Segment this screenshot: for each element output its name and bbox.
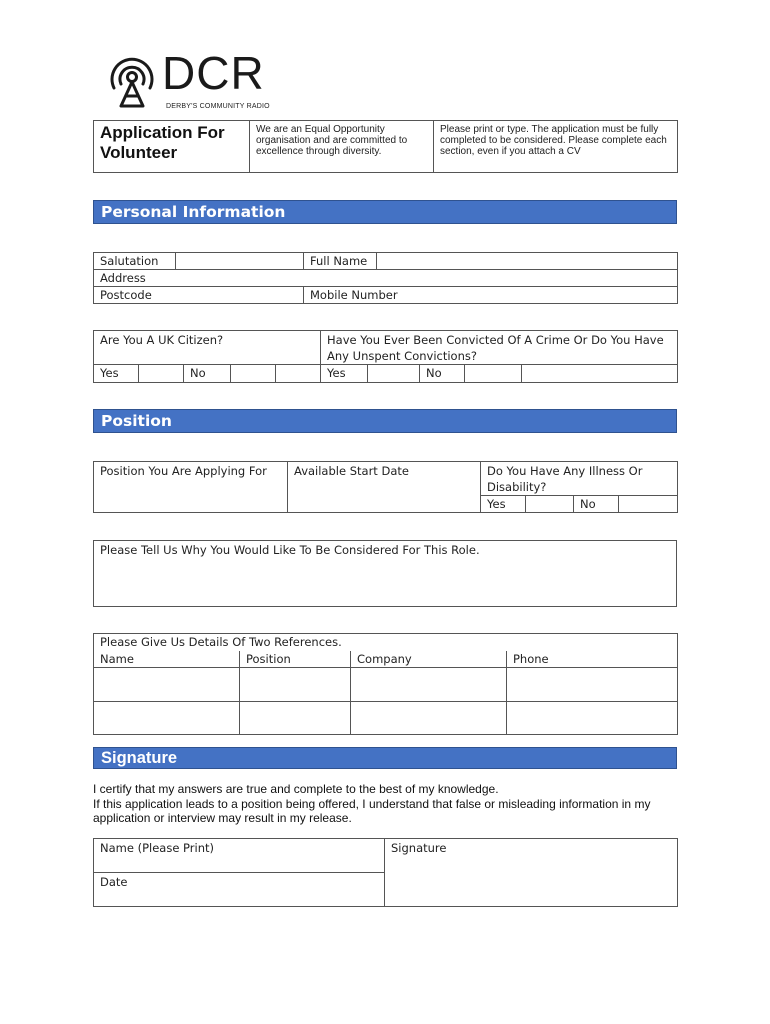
citizen-table: [93, 330, 678, 383]
table-row: [94, 702, 678, 735]
convictions-yes-label: Yes: [321, 365, 368, 383]
start-date-label: Available Start Date: [294, 464, 409, 478]
convictions-yes-box[interactable]: [368, 365, 420, 383]
signature-field[interactable]: [385, 839, 678, 907]
illness-yes-label: Yes: [481, 496, 526, 513]
why-role-field[interactable]: [94, 541, 677, 607]
mobile-number-label: Mobile Number: [310, 288, 398, 302]
full-name-label: Full Name: [304, 253, 377, 270]
instructions-text: Please print or type. The application must be fully completed to be considered. Please complete each section, even if you attach a CV: [434, 121, 678, 173]
uk-citizen-question: Are You A UK Citizen?: [94, 331, 321, 365]
illness-question: Do You Have Any Illness Or Disability?: [481, 462, 678, 496]
ref-col-company: Company: [351, 651, 507, 668]
certification-text: [93, 782, 693, 826]
cert-line-2: If this application leads to a position being offered, I understand that false or misleading information in my application or interview may result in my release.: [93, 796, 651, 825]
header-table: [93, 120, 678, 173]
logo: [104, 47, 284, 116]
ref1-position-field[interactable]: [240, 668, 351, 702]
references-table: [93, 633, 678, 735]
ref1-phone-field[interactable]: [507, 668, 678, 702]
illness-no-label: No: [574, 496, 619, 513]
date-label: Date: [100, 875, 128, 889]
ref-col-phone: Phone: [507, 651, 678, 668]
citizen-yes-box[interactable]: [139, 365, 184, 383]
convictions-question: Have You Ever Been Convicted Of A Crime Or Do You Have Any Unspent Convictions?: [321, 331, 678, 365]
references-intro: Please Give Us Details Of Two References.: [94, 634, 678, 651]
ref1-company-field[interactable]: [351, 668, 507, 702]
signature-table: [93, 838, 678, 907]
why-role-label: Please Tell Us Why You Would Like To Be Considered For This Role.: [100, 543, 480, 557]
section-signature: Signature: [93, 747, 677, 769]
convictions-no-box[interactable]: [465, 365, 522, 383]
name-print-label: Name (Please Print): [100, 841, 214, 855]
ref1-name-field[interactable]: [94, 668, 240, 702]
position-applying-field[interactable]: [94, 462, 288, 513]
ref-col-name: Name: [94, 651, 240, 668]
personal-info-table: [93, 252, 678, 304]
postcode-label: Postcode: [100, 288, 152, 302]
postcode-field[interactable]: [94, 287, 304, 304]
section-personal-information: Personal Information: [93, 200, 677, 224]
ref2-name-field[interactable]: [94, 702, 240, 735]
citizen-no-box[interactable]: [231, 365, 276, 383]
salutation-label: Salutation: [94, 253, 176, 270]
salutation-field[interactable]: [176, 253, 304, 270]
name-print-field[interactable]: [94, 839, 385, 873]
logo-wordmark: DCR: [162, 47, 265, 99]
why-table: [93, 540, 677, 607]
ref-col-position: Position: [240, 651, 351, 668]
blank-cell: [522, 365, 678, 383]
position-applying-label: Position You Are Applying For: [100, 464, 267, 478]
equal-opportunity-text: We are an Equal Opportunity organisation and are committed to excellence through diversity.: [250, 121, 434, 173]
start-date-field[interactable]: [288, 462, 481, 513]
address-field[interactable]: [94, 270, 678, 287]
convictions-no-label: No: [420, 365, 465, 383]
position-table: [93, 461, 678, 513]
illness-yes-box[interactable]: [526, 496, 574, 513]
full-name-field[interactable]: [377, 253, 678, 270]
radio-tower-icon: [104, 52, 160, 112]
citizen-no-label: No: [184, 365, 231, 383]
date-field[interactable]: [94, 873, 385, 907]
logo-tagline: DERBY'S COMMUNITY RADIO: [166, 103, 270, 110]
mobile-number-field[interactable]: [304, 287, 678, 304]
blank-cell: [276, 365, 321, 383]
table-row: [94, 668, 678, 702]
citizen-yes-label: Yes: [94, 365, 139, 383]
form-title: Application For Volunteer: [94, 121, 250, 173]
section-position: Position: [93, 409, 677, 433]
ref2-phone-field[interactable]: [507, 702, 678, 735]
signature-label: Signature: [391, 841, 447, 855]
ref2-position-field[interactable]: [240, 702, 351, 735]
ref2-company-field[interactable]: [351, 702, 507, 735]
address-label: Address: [100, 271, 146, 285]
cert-line-1: I certify that my answers are true and complete to the best of my knowledge.: [93, 782, 499, 796]
illness-no-box[interactable]: [619, 496, 678, 513]
